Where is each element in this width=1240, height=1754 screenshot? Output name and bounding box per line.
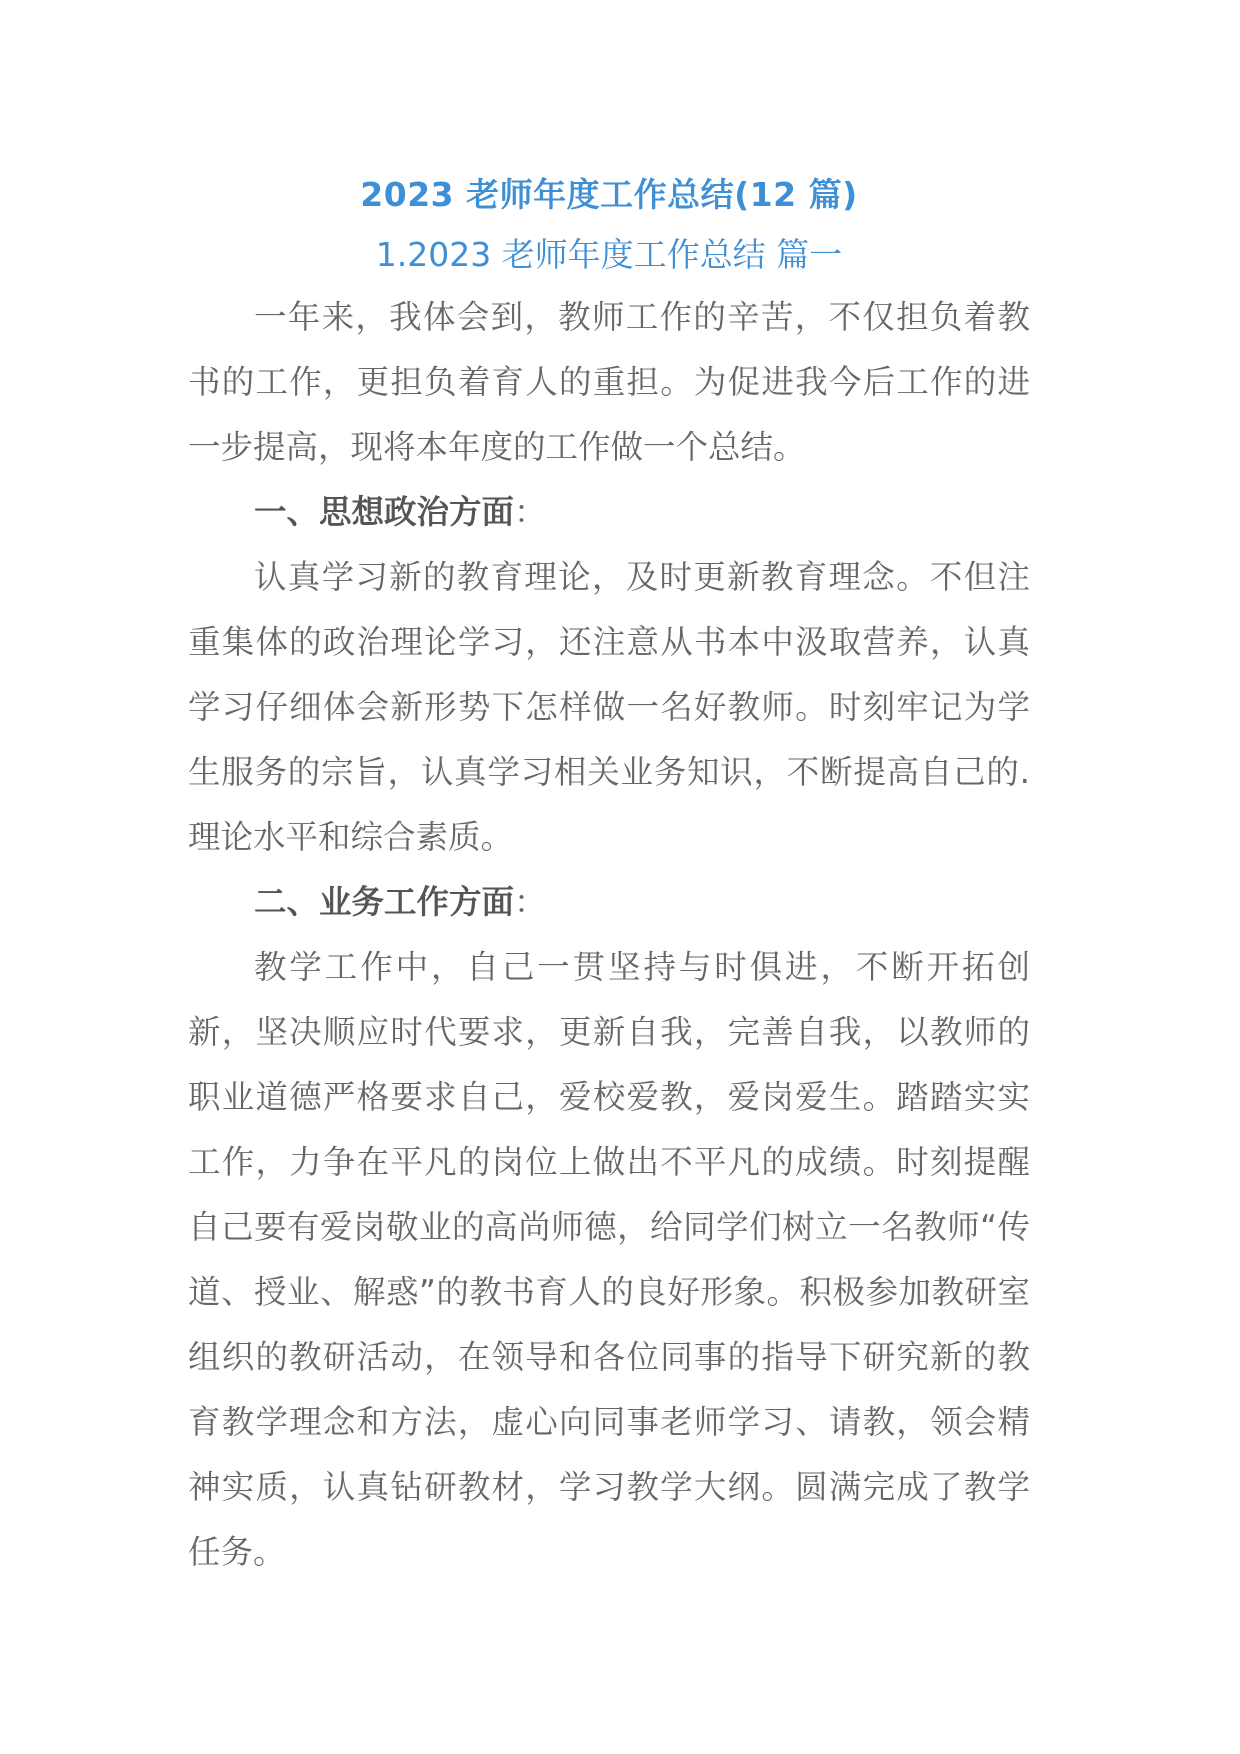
section-heading-label: 一、思想政治方面 <box>254 493 515 531</box>
section-heading-work <box>188 870 1030 935</box>
section-heading-label: 二、业务工作方面 <box>254 883 515 921</box>
intro-paragraph: 一年来，我体会到，教师工作的辛苦，不仅担负着教书的工作，更担负着育人的重担。为促进我今后工作的进一步提高，现将本年度的工作做一个总结。 <box>188 298 1030 466</box>
section-body-work: 教学工作中，自己一贯坚持与时俱进，不断开拓创新，坚决顺应时代要求，更新自我，完善自我，以教师的职业道德严格要求自己，爱校爱教，爱岗爱生。踏踏实实工作，力争在平凡的岗位上做出不平凡的成绩。时刻提醒自己要有爱岗敬业的高尚师德，给同学们树立一名教师“传道、授业、解惑”的教书育人的良好形象。积极参加教研室组织的教研活动，在领导和各位同事的指导下研究新的教育教学理念和方法，虚心向同事老师学习、请教，领会精神实质，认真钻研教材，学习教学大纲。圆满完成了教学任务。 <box>188 948 1030 1571</box>
section-heading-colon: ： <box>514 493 547 531</box>
document-title: 2023 老师年度工作总结(12 篇) <box>360 175 858 214</box>
section-heading-ideology <box>188 480 1030 545</box>
document-subtitle: 1.2023 老师年度工作总结 篇一 <box>375 235 843 274</box>
section-heading-colon: ： <box>514 883 547 921</box>
document-page <box>188 172 1030 1585</box>
section-body-ideology: 认真学习新的教育理论，及时更新教育理念。不但注重集体的政治理论学习，还注意从书本中汲取营养，认真学习仔细体会新形势下怎样做一名好教师。时刻牢记为学生服务的宗旨，认真学习相关业务知识，不断提高自己的.理论水平和综合素质。 <box>188 558 1030 856</box>
